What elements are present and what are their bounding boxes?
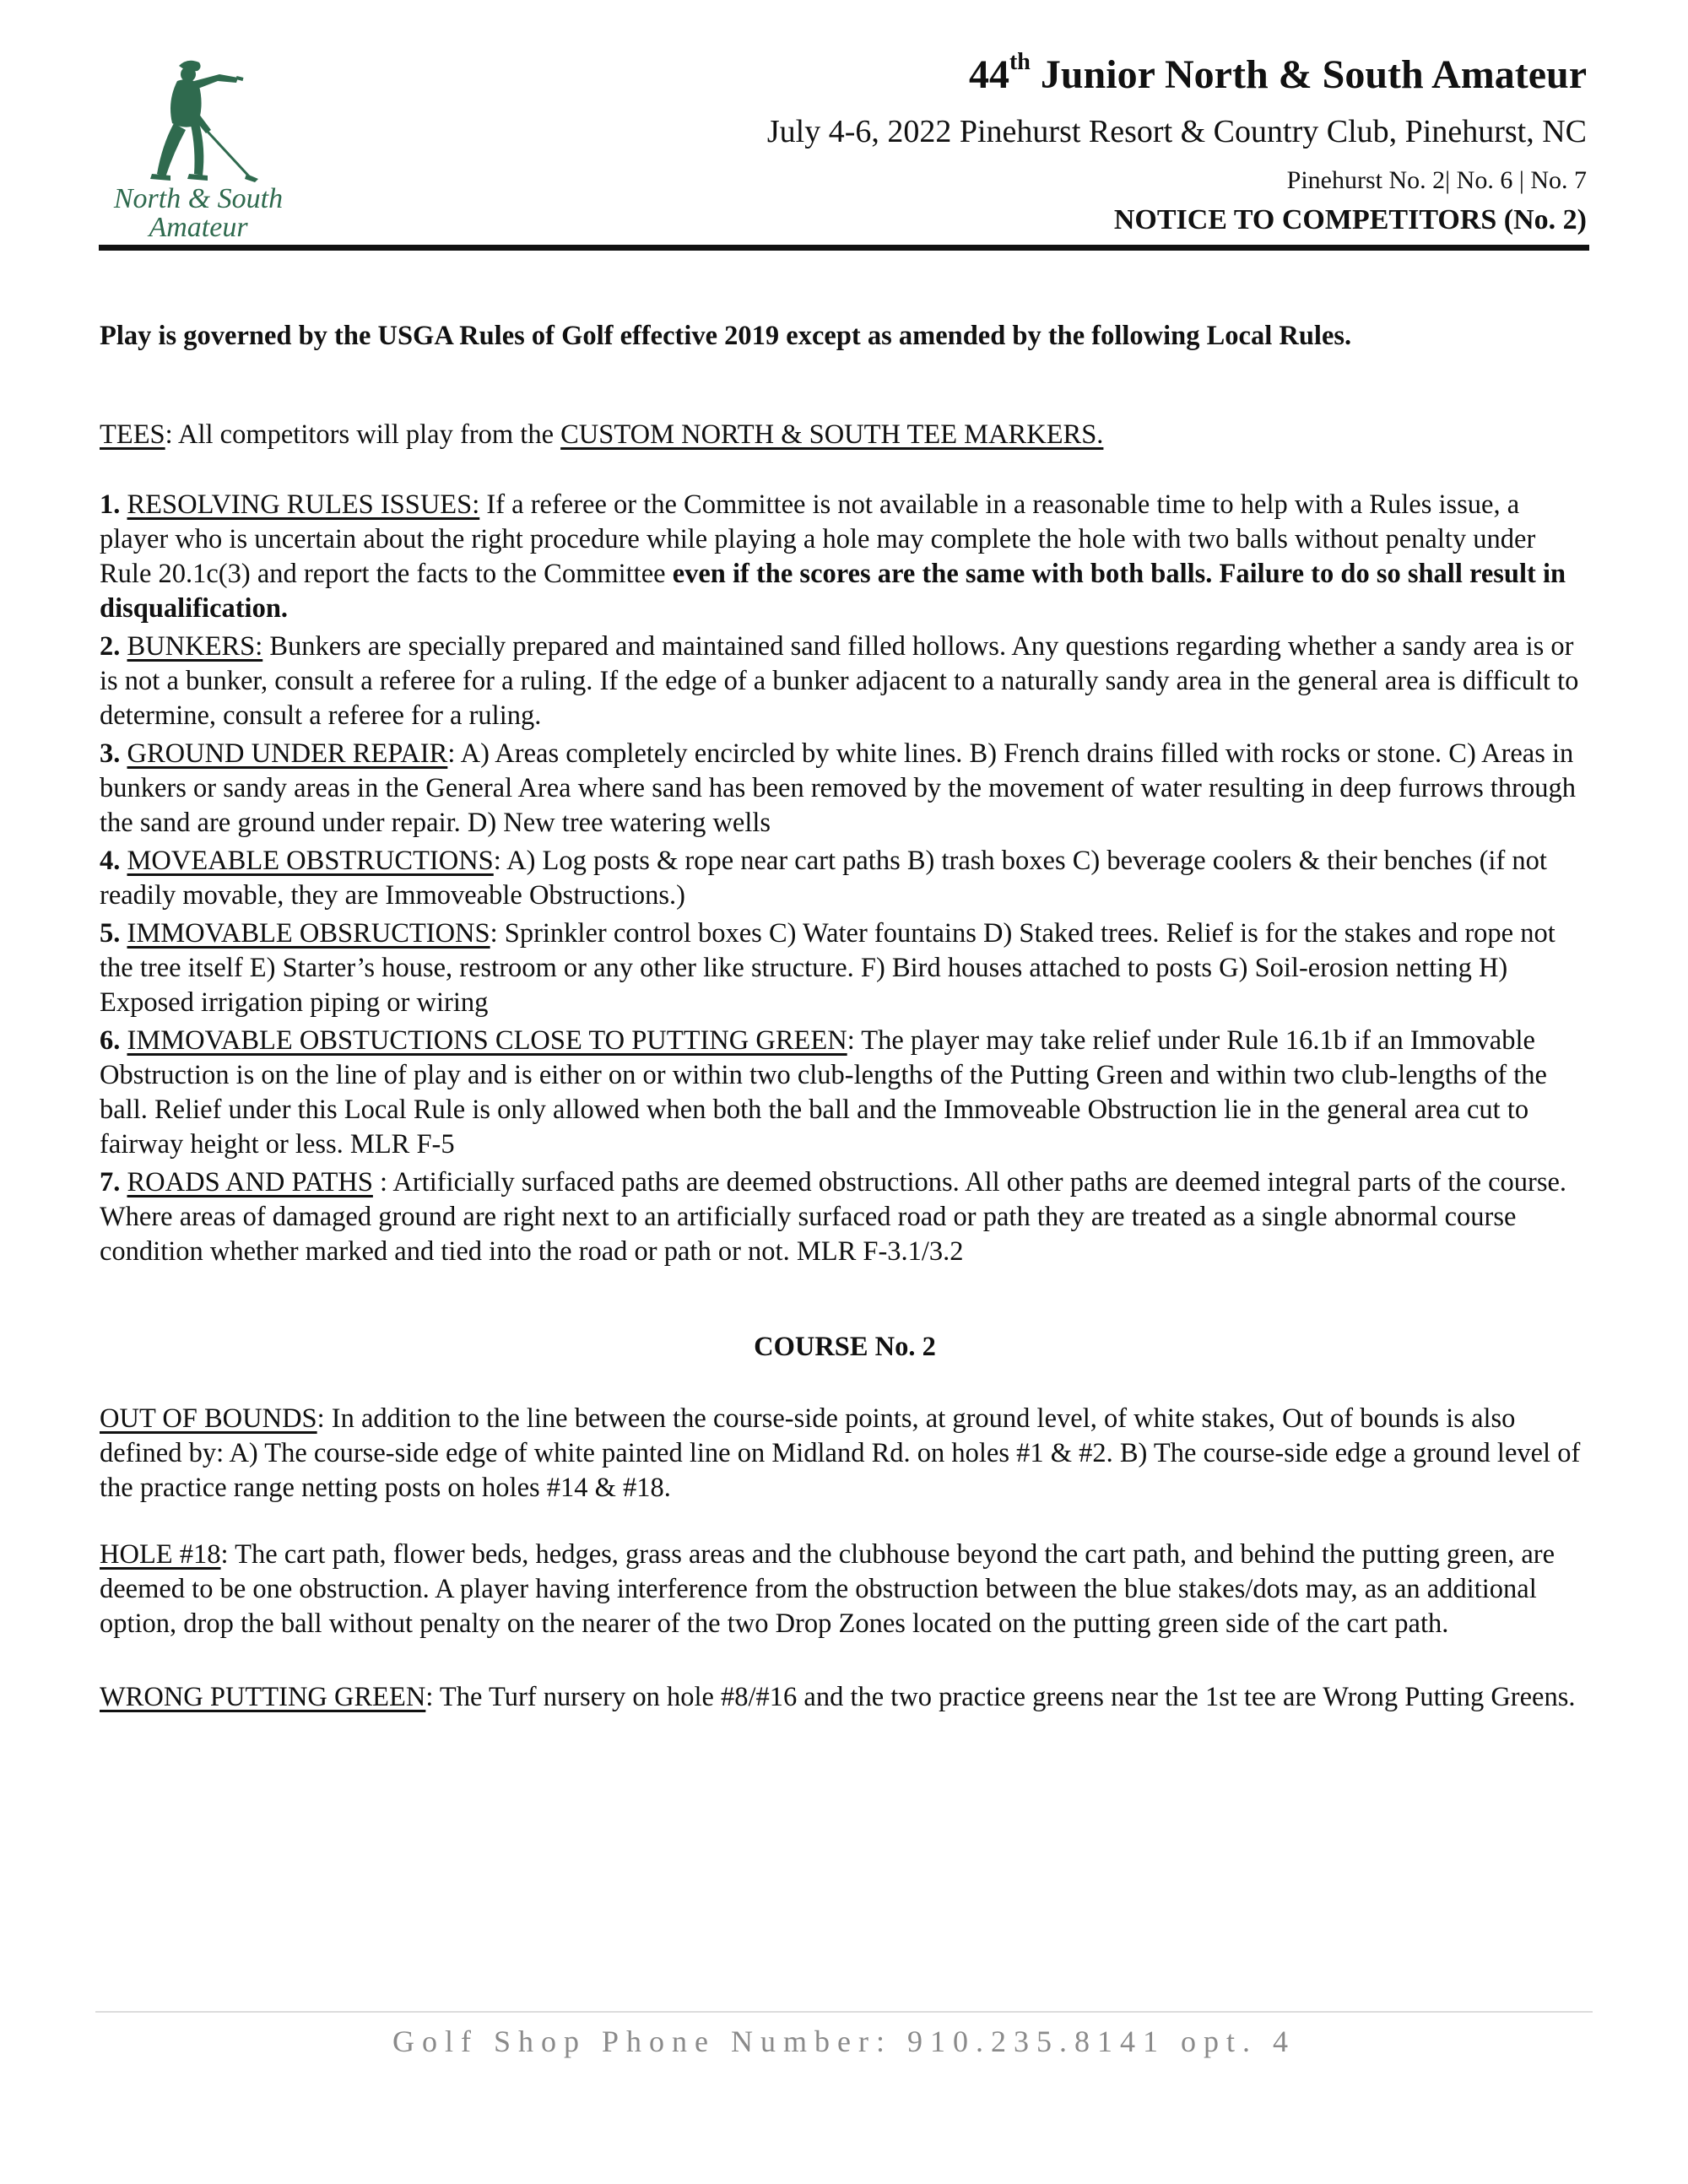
rule-text: Bunkers are specially prepared and maintained sand filled hollows. Any questions regarding whether a sandy area is or is not a bunker, consult a referee for a ruling. If the edge of a bunker adjacent to a naturally sandy area in the general area is difficult to determine, consult a referee for a ruling. (100, 631, 1579, 731)
tournament-dates-venue: July 4-6, 2022 Pinehurst Resort & Country Club, Pinehurst, NC (766, 114, 1587, 149)
tournament-title (405, 47, 1587, 103)
hole-18-section (100, 1538, 1590, 1641)
notice-title: NOTICE TO COMPETITORS (No. 2) (1113, 204, 1587, 235)
tees-text: : All competitors will play from the (165, 419, 561, 450)
rule-text: : A) Areas completely encircled by white lines. B) French drains filled with rocks or stone. C) Areas in bunkers or sandy areas in the General Area where sand has been removed by the movement of water resulting in deep furrows through the sand are ground under repair. D) New tree watering wells (100, 738, 1577, 838)
tees-markers: CUSTOM NORTH & SOUTH TEE MARKERS. (560, 419, 1104, 450)
local-rules-list (100, 488, 1590, 1269)
local-rule (100, 630, 1590, 733)
rule-number: 2. (100, 631, 127, 662)
section-title: WRONG PUTTING GREEN (100, 1682, 426, 1712)
wrong-putting-green-section (100, 1677, 1590, 1717)
section-text: : The Turf nursery on hole #8/#16 and the two practice greens near the 1st tee are Wrong Putting Greens. (425, 1682, 1576, 1712)
intro-statement: Play is governed by the USGA Rules of Golf effective 2019 except as amended by the following Local Rules. (100, 321, 1352, 351)
rule-number: 4. (100, 846, 127, 876)
rule-text: : A) Log posts & rope near cart paths B) trash boxes C) beverage coolers & their benches (if not readily movable, they are Immoveable Obstructions.) (100, 846, 1547, 911)
rule-title: IMMOVABLE OBSRUCTIONS (127, 918, 490, 949)
rule-text: : Sprinkler control boxes C) Water fountains D) Staked trees. Relief is for the stakes and rope not the tree itself E) Starter’s house, restroom or any other like structure. F) Bird houses attached to posts G) Soil-erosion netting H) Exposed irrigation piping or wiring (100, 918, 1555, 1018)
tees-paragraph (100, 418, 1590, 452)
local-rule (100, 1024, 1590, 1162)
document-body (100, 319, 1590, 1717)
rule-text: : The player may take relief under Rule 16.1b if an Immovable Obstruction is on the line of play and is either on or within two club-lengths of the Putting Green and within two club-lengths of the ball. Relief under this Local Rule is only allowed when both the ball and the Immoveable Obstruction lie in the general area cut to fairway height or less. MLR F-5 (100, 1025, 1547, 1160)
rule-number: 6. (100, 1025, 127, 1056)
logo-text-line2: Amateur (149, 212, 248, 243)
rule-bold-text: even if the scores are the same with both balls. Failure to do so shall result in disqualification. (100, 559, 1566, 624)
footer-phone: Golf Shop Phone Number: 910.235.8141 opt. 4 (392, 2025, 1296, 2058)
header-divider (99, 245, 1589, 251)
rule-number: 7. (100, 1167, 127, 1197)
section-text: : In addition to the line between the course-side points, at ground level, of white stakes, Out of bounds is also defined by: A) The course-side edge of white painted line on Midland Rd. on holes #1 & #2. B) The course-side edge a ground level of the practice range netting posts on holes #14 & #18. (100, 1403, 1581, 1503)
local-rule (100, 737, 1590, 841)
rule-number: 3. (100, 738, 127, 769)
local-rule (100, 916, 1590, 1020)
rule-title: MOVEABLE OBSTRUCTIONS (127, 846, 494, 876)
rule-title: ROADS AND PATHS (127, 1167, 373, 1197)
section-text: : The cart path, flower beds, hedges, grass areas and the clubhouse beyond the cart path, and behind the putting green, are deemed to be one obstruction. A player having interference from the obstruction between the blue stakes/dots may, as an additional option, drop the ball without penalty on the nearer of the two Drop Zones located on the putting green side of the cart path. (100, 1539, 1555, 1639)
section-title: HOLE #18 (100, 1539, 221, 1570)
title-ordinal: 44 (968, 52, 1009, 97)
document-header (405, 47, 1587, 240)
courses-list: Pinehurst No. 2| No. 6 | No. 7 (1286, 166, 1587, 194)
rule-title: BUNKERS: (127, 631, 263, 662)
rule-title: RESOLVING RULES ISSUES: (127, 489, 480, 520)
logo-text-line1: North & South (113, 183, 284, 214)
rule-number: 5. (100, 918, 127, 949)
footer-divider (95, 2011, 1593, 2013)
rule-text: : Artificially surfaced paths are deemed obstructions. All other paths are deemed integral parts of the course. Where areas of damaged ground are right next to an artificially surfaced road or path they are treated as a single abnormal course condition whether marked and tied into the road or path or not. MLR F-3.1/3.2 (100, 1167, 1567, 1267)
local-rule (100, 844, 1590, 913)
rule-title: IMMOVABLE OBSTUCTIONS CLOSE TO PUTTING GREEN (127, 1025, 847, 1056)
section-title: OUT OF BOUNDS (100, 1403, 317, 1434)
title-ordinal-suffix: th (1009, 49, 1031, 75)
out-of-bounds-section (100, 1402, 1590, 1506)
rule-number: 1. (100, 489, 127, 520)
local-rule (100, 488, 1590, 626)
golfer-logo (101, 51, 295, 245)
title-text: Junior North & South Amateur (1040, 52, 1587, 97)
course-heading: COURSE No. 2 (754, 1332, 936, 1362)
rule-text: If a referee or the Committee is not available in a reasonable time to help with a Rules issue, a player who is uncertain about the right procedure while playing a hole may complete the hole with two balls without penalty under Rule 20.1c(3) and report the facts to the Committee (100, 489, 1536, 589)
tees-label: TEES (100, 419, 165, 450)
local-rule (100, 1165, 1590, 1269)
rule-title: GROUND UNDER REPAIR (127, 738, 448, 769)
